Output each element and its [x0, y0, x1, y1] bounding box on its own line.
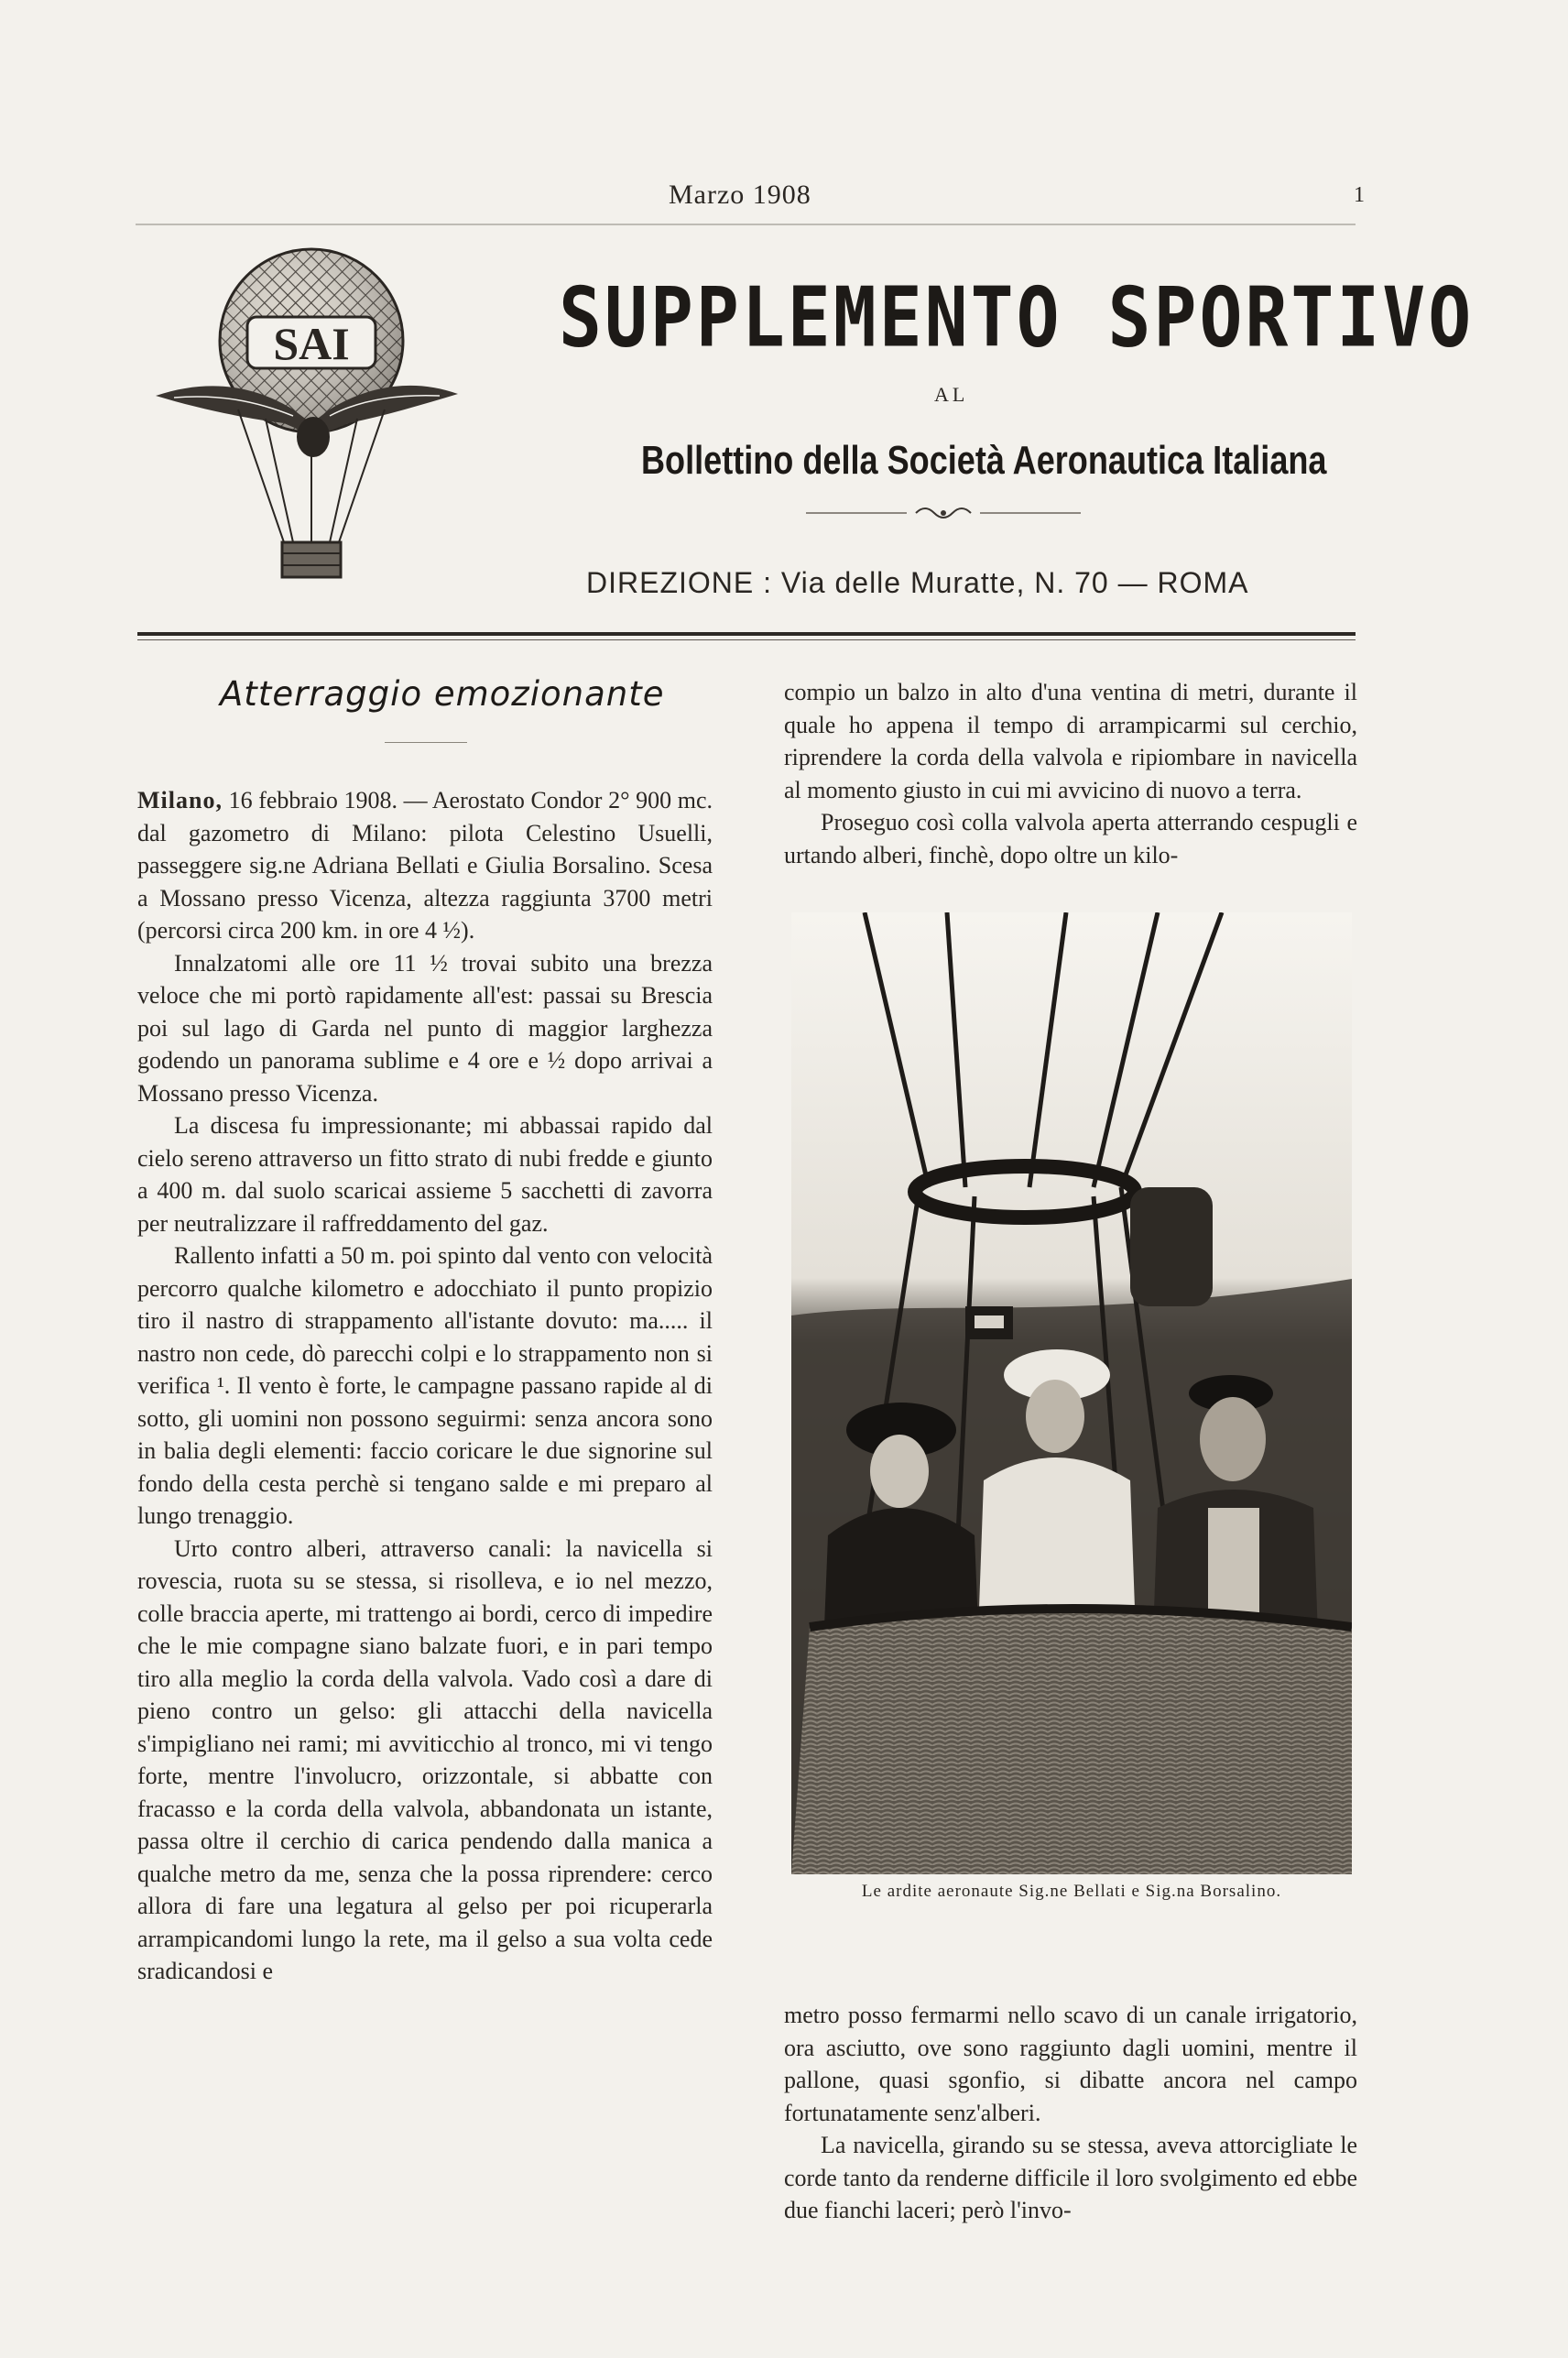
page-number: 1: [1354, 183, 1365, 207]
dateline-text: 16 febbraio 1908. — Aerostato Condor 2° 900 mc. dal gazometro di Milano: pilota Celestino Usuelli, passeggere sig.ne Adriana Bellati e Giulia Borsalino. Scesa a Mossano presso Vicenza, altezza raggiunta 3700 metri (percorsi circa 200 km. in ore 4 ½).: [137, 787, 713, 944]
masthead-al: AL: [934, 383, 969, 406]
paragraph: La discesa fu impressionante; mi abbassai rapido dal cielo sereno attraverso un fitto strato di nubi fredde e giunto a 400 m. dal suolo scaricai assieme 5 sacchetti di zavorra per neutralizzare il raffreddamento del gaz.: [137, 1112, 713, 1237]
title-rule: [385, 742, 467, 743]
running-header: [0, 180, 1568, 216]
right-column-top: [784, 676, 1357, 871]
editorial-address: DIREZIONE : Via delle Muratte, N. 70 — ROMA: [586, 566, 1249, 599]
paragraph: compio un balzo in alto d'una ventina di metri, durante il quale ho appena il tempo di arrampicarmi sul cerchio, riprendere la corda della valvola e ripiombare in navicella al momento giusto in cui mi avvicino di nuovo a terra.: [784, 679, 1357, 803]
header-rule: [136, 224, 1356, 225]
masthead-rule-thin: [137, 639, 1356, 640]
left-column: [137, 784, 713, 1988]
photo-caption: Le ardite aeronaute Sig.ne Bellati e Sig.na Borsalino.: [861, 1882, 1282, 1901]
masthead-title: SUPPLEMENTO SPORTIVO: [559, 271, 1475, 366]
article-title: Atterraggio emozionante: [220, 674, 665, 714]
balloon-eagle-emblem: [156, 240, 458, 595]
paragraph: Rallento infatti a 50 m. poi spinto dal vento con velocità percorro qualche kilometro e adocchiato il punto propizio tiro il nastro di strappamento all'istante dovuto: ma..... il nastro non cede, dò parecchi colpi e lo strappamento non si verifica ¹. Il vento è forte, le campagne passano rapide al di sotto, gli uomini non possono seguirmi: senza ancora sono in balia degli elementi: faccio coricare le due signorine sul fondo della cesta perchè si tengano salde e mi preparo al lungo trenaggio.: [137, 1242, 713, 1529]
ornament-divider: [806, 502, 1081, 524]
paragraph: Innalzatomi alle ore 11 ½ trovai subito una brezza veloce che mi portò rapidamente all'est: passai su Brescia poi sul lago di Garda nel punto di maggior larghezza godendo un panorama sublime e 4 ore e ½ dopo arrivai a Mossano presso Vicenza.: [137, 949, 713, 1107]
paragraph: Urto contro alberi, attraverso canali: la navicella si rovescia, ruota su se stessa, si risolleva, e io nel mezzo, colle braccia aperte, mi trattengo ai bordi, cerco di impedire che le mie compagne siano balzate fuori, e in pari tempo tiro alla meglio la corda della valvola. Vado così a dare di pieno contro un gelso: gli attacchi della navicella s'impigliano nei rami; mi avviticchio al tronco, mi vi tengo forte, mentre l'involucro, orizzontale, si abbatte con fracasso e la corda della valvola, abbandonata un istante, passa oltre il cerchio di carica pendendo dalla manica a qualche metro da me, senza che la possa riprendere: cerco allora di fare una legatura al gelso per poi ricuperarla arrampicandomi lungo la rete, ma il gelso a sua volta cede sradicandosi e: [137, 1534, 713, 1984]
paragraph: metro posso fermarmi nello scavo di un canale irrigatorio, ora asciutto, ove sono raggiunto dagli uomini, mentre il pallone, quasi sgonfio, si dibatte ancora nel campo fortunatamente senz'alberi.: [784, 2002, 1357, 2126]
issue-date: Marzo 1908: [669, 180, 811, 210]
dateline-paragraph: [137, 784, 713, 947]
emblem-lettering: SAI: [273, 318, 350, 369]
dateline-place: Milano,: [137, 787, 223, 813]
publication-name: Bollettino della Società Aeronautica Italiana: [641, 438, 1327, 483]
paragraph: Proseguo così colla valvola aperta atterrando cespugli e urtando alberi, finchè, dopo oltre un kilo-: [784, 809, 1357, 868]
right-column-bottom: [784, 1999, 1357, 2227]
masthead-rule: [137, 632, 1356, 636]
paragraph: La navicella, girando su se stessa, aveva attorcigliate le corde tanto da renderne difficile il loro svolgimento ed ebbe due fianchi laceri; però l'invo-: [784, 2132, 1357, 2223]
aeronauts-photograph: [791, 912, 1352, 1874]
